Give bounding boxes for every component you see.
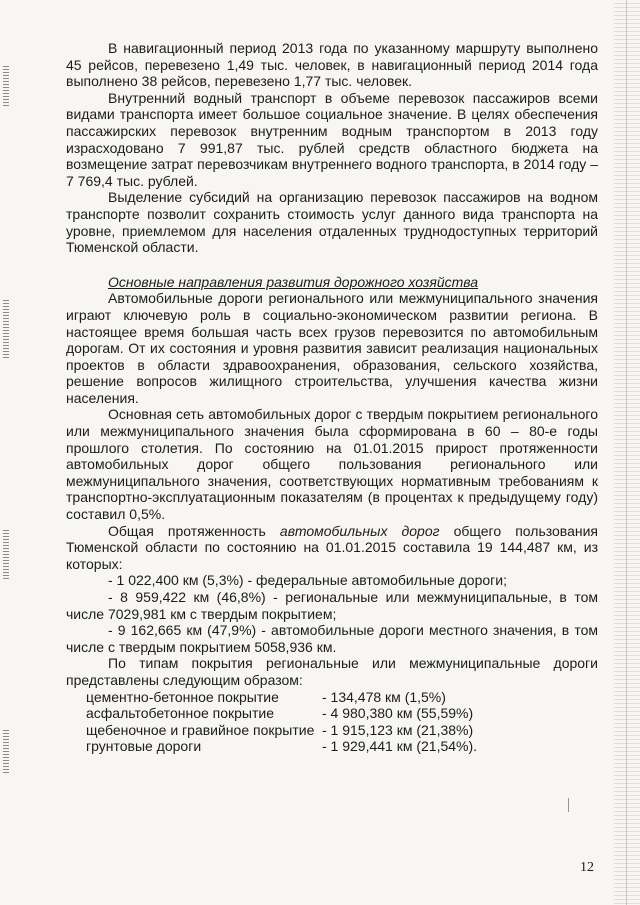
surface-value: - 1 915,123 км (21,38%) [322,721,474,738]
section-heading: Основные направления развития дорожного хозяйства [108,273,479,290]
paragraph-text: общего пользования Тюменской области по состоянию на 01.01.2015 составила 19 144,487 км, из которых: [66,522,598,572]
scan-mark [568,798,569,812]
scan-punch-mark [3,66,9,106]
list-item: - 9 162,665 км (47,9%) - автомобильные дороги местного значения, в том числе с твердым покрытием 5058,936 км. [66,622,598,655]
list-item: - 8 959,422 км (46,8%) - региональные или межмуниципальные, в том числе 7029,981 км с твердым покрытием; [66,589,598,622]
paragraph: Выделение субсидий на организацию перевозок пассажиров на водном транспорте позволит сохранить стоимость услуг данного вида транспорта на уровне, приемлемом для населения отдаленных труднодоступных территорий Тюменской области. [66,189,598,256]
table-row [86,689,477,706]
page-number: 12 [580,860,594,875]
paragraph: В навигационный период 2013 года по указанному маршруту выполнено 45 рейсов, перевезено 1,49 тыс. человек, в навигационный период 2014 года выполнено 38 рейсов, перевезено 1,77 тыс. человек. [66,40,598,90]
table-row [86,722,477,739]
table-row [86,705,477,722]
surface-name: цементно-бетонное покрытие [86,688,279,705]
surface-name: щебеночное и гравийное покрытие [86,721,315,738]
document-body [66,40,598,755]
surface-type-table [86,689,477,755]
scan-punch-mark [3,300,9,360]
paragraph: Внутренний водный транспорт в объеме перевозок пассажиров всеми видами транспорта имеет большое социальное значение. В целях обеспечения пассажирских перевозок внутренним водным транспортом в 2013 году израсходовано 7 991,87 тыс. рублей средств областного бюджета на возмещение затрат перевозчикам внутреннего водного транспорта, в 2014 году – 7 769,4 тыс. рублей. [66,89,598,189]
paragraph-text: Общая протяженность [108,522,280,539]
surface-value: - 4 980,380 км (55,59%) [322,705,474,722]
surface-name: асфальтобетонное покрытие [86,705,275,722]
surface-value: - 134,478 км (1,5%) [322,688,446,705]
paragraph: По типам покрытия региональные или межмуниципальные дороги представлены следующим образом: [66,655,598,688]
scan-edge [614,0,640,905]
scan-punch-mark [3,730,9,775]
paragraph [66,523,598,573]
table-row [86,738,477,755]
surface-name: грунтовые дороги [86,738,202,755]
paragraph: Основная сеть автомобильных дорог с твердым покрытием регионального или межмуниципального значения была сформирована в 60 – 80-е годы прошлого столетия. По состоянию на 01.01.2015 прирост протяженности автомобильных дорог общего пользования регионального или межмуниципального значения, соответствующих нормативным требованиям к транспортно-эксплуатационным показателям (в процентах к предыдущему году) составил 0,5%. [66,406,598,523]
italic-term: автомобильных дорог [279,522,440,539]
scan-punch-mark [3,530,9,580]
list-item: - 1 022,400 км (5,3%) - федеральные автомобильные дороги; [108,572,507,589]
paragraph: Автомобильные дороги регионального или межмуниципального значения играют ключевую роль в социально-экономическом развитии региона. В настоящее время большая часть всех грузов перевозится по автомобильным дорогам. От их состояния и уровня развития зависит реализация национальных проектов в области здравоохранения, образования, сельского хозяйства, решение вопросов жилищного строительства, улучшения качества жизни населения. [66,290,598,406]
surface-value: - 1 929,441 км (21,54%). [322,738,478,755]
